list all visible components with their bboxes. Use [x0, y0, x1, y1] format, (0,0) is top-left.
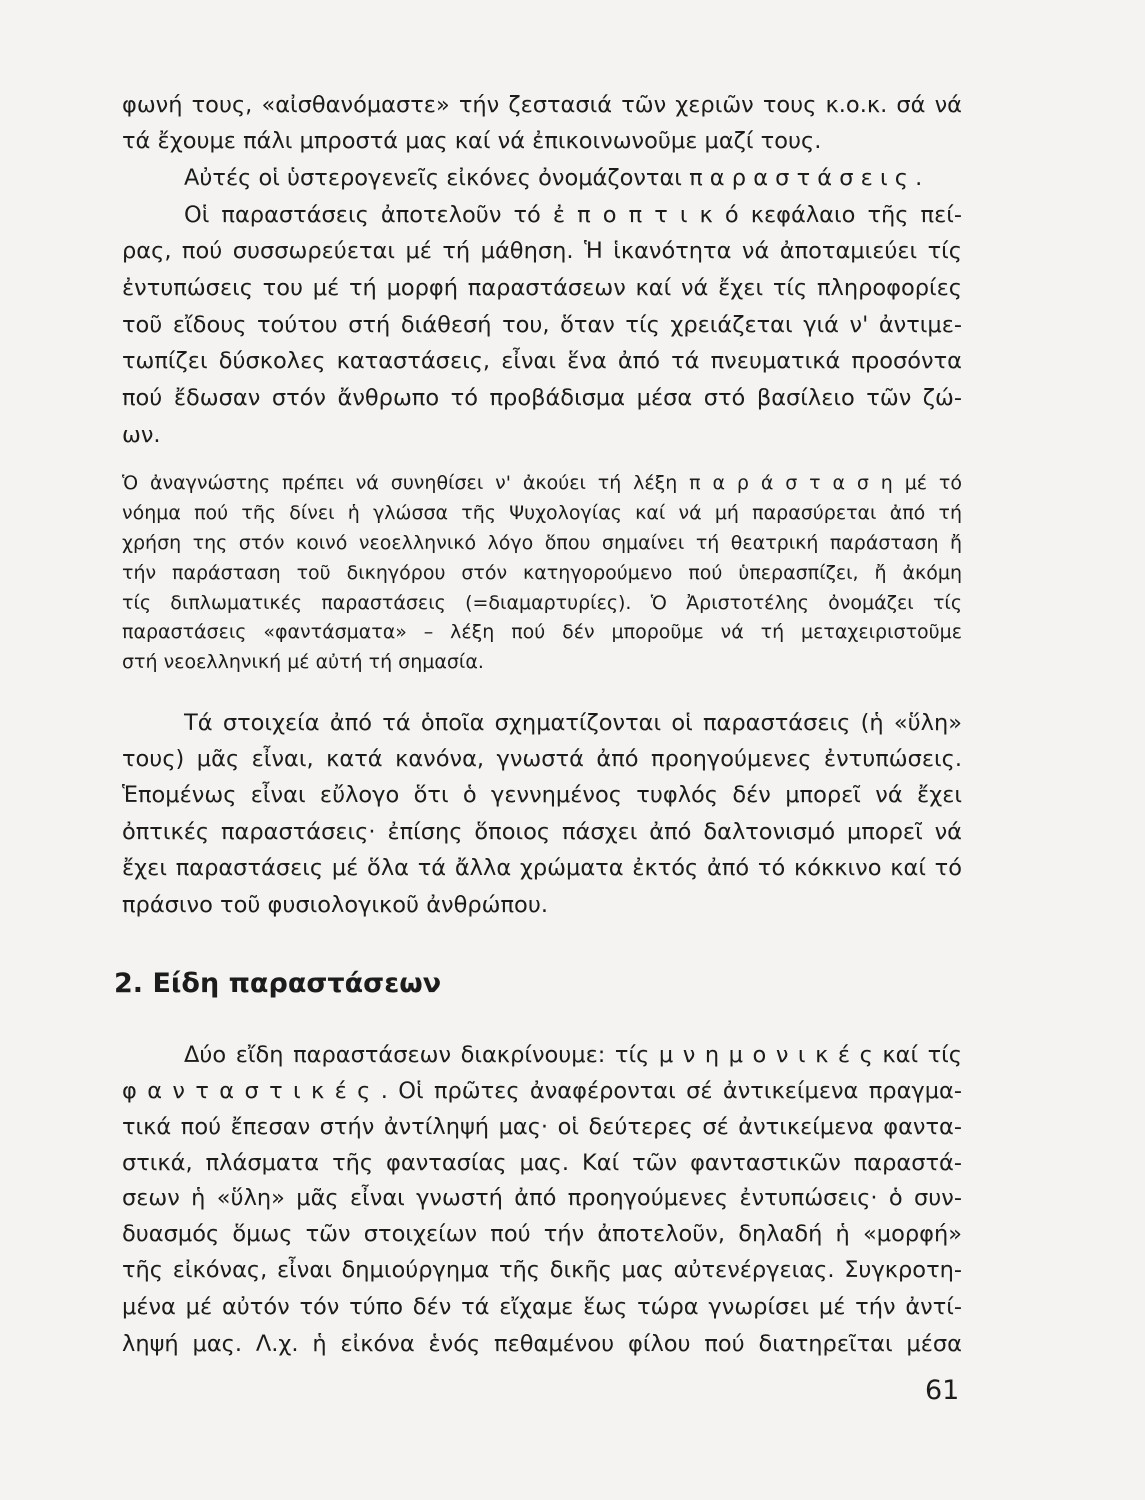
- body-line: τά ἔχουμε πάλι μπροστά μας καί νά ἐπικοινωνοῦμε μαζί τους.: [122, 128, 822, 154]
- body-line: τῆς εἰκόνας, εἶναι δημιούργημα τῆς δικῆς μας αὐτενέργειας. Συγκροτη-: [122, 1257, 962, 1283]
- page-number: 61: [925, 1375, 960, 1406]
- footnote-line: τίς διπλωματικές παραστάσεις (=διαμαρτυρίες). Ὁ Ἀριστοτέλης ὀνομάζει τίς: [122, 592, 962, 614]
- body-line: μένα μέ αὐτόν τόν τύπο δέν τά εἴχαμε ἕως τώρα γνωρίσει μέ τήν ἀντί-: [122, 1294, 962, 1320]
- footnote-line: χρήση της στόν κοινό νεοελληνικό λόγο ὅπου σημαίνει τή θεατρική παράσταση ἤ: [122, 532, 962, 554]
- body-line: ὀπτικές παραστάσεις· ἐπίσης ὅποιος πάσχει ἀπό δαλτονισμό μπορεῖ νά: [122, 819, 962, 845]
- footnote-line: παραστάσεις «φαντάσματα» – λέξη πού δέν μποροῦμε νά τή μεταχειριστοῦμε: [122, 621, 962, 643]
- body-line: τους) μᾶς εἶναι, κατά κανόνα, γνωστά ἀπό προηγούμενες ἐντυπώσεις.: [122, 746, 962, 772]
- body-line: φωνή τους, «αἰσθανόμαστε» τήν ζεστασιά τῶν χεριῶν τους κ.ο.κ. σά νά: [122, 92, 962, 118]
- body-line: δυασμός ὅμως τῶν στοιχείων πού τήν ἀποτελοῦν, δηλαδή ἡ «μορφή»: [122, 1221, 962, 1247]
- footnote-line: τήν παράσταση τοῦ δικηγόρου στόν κατηγορούμενο πού ὑπερασπίζει, ἤ ἀκόμη: [122, 562, 962, 584]
- footnote-line: Ὁ ἀναγνώστης πρέπει νά συνηθίσει ν' ἀκούει τή λέξη π α ρ ά σ τ α σ η μέ τό: [122, 472, 962, 494]
- body-line: ἔχει παραστάσεις μέ ὅλα τά ἄλλα χρώματα ἐκτός ἀπό τό κόκκινο καί τό: [122, 855, 962, 881]
- body-line: πού ἔδωσαν στόν ἄνθρωπο τό προβάδισμα μέσα στό βασίλειο τῶν ζώ-: [122, 385, 962, 411]
- section-heading: 2. Είδη παραστάσεων: [114, 968, 442, 999]
- body-line: φ α ν τ α σ τ ι κ έ ς . Οἱ πρῶτες ἀναφέρονται σέ ἀντικείμενα πραγμα-: [122, 1078, 962, 1104]
- body-line: πράσινο τοῦ φυσιολογικοῦ ἀνθρώπου.: [122, 892, 548, 918]
- body-line: ων.: [122, 422, 161, 448]
- body-line: στικά, πλάσματα τῆς φαντασίας μας. Καί τῶν φανταστικῶν παραστά-: [122, 1150, 962, 1176]
- body-line: Ἑπομένως εἶναι εὔλογο ὅτι ὁ γεννημένος τυφλός δέν μπορεῖ νά ἔχει: [122, 782, 962, 808]
- body-line: ἐντυπώσεις του μέ τή μορφή παραστάσεων καί νά ἔχει τίς πληροφορίες: [122, 275, 962, 301]
- body-line: ληψή μας. Λ.χ. ἡ εἰκόνα ἑνός πεθαμένου φίλου πού διατηρεῖται μέσα: [122, 1331, 962, 1357]
- body-line: Τά στοιχεία ἀπό τά ὁποῖα σχηματίζονται οἱ παραστάσεις (ἡ «ὕλη»: [184, 710, 962, 736]
- body-line: τωπίζει δύσκολες καταστάσεις, εἶναι ἕνα ἀπό τά πνευματικά προσόντα: [122, 348, 962, 374]
- body-line: Δύο εἴδη παραστάσεων διακρίνουμε: τίς μ ν η μ ο ν ι κ έ ς καί τίς: [184, 1042, 962, 1068]
- footnote-line: στή νεοελληνική μέ αὐτή τή σημασία.: [122, 651, 484, 673]
- body-line: τικά πού ἔπεσαν στήν ἀντίληψή μας· οἱ δεύτερες σέ ἀντικείμενα φαντα-: [122, 1114, 962, 1140]
- body-line: ρας, πού συσσωρεύεται μέ τή μάθηση. Ἡ ἱκανότητα νά ἀποταμιεύει τίς: [122, 238, 962, 264]
- body-line: σεων ἡ «ὕλη» μᾶς εἶναι γνωστή ἀπό προηγούμενες ἐντυπώσεις· ὁ συν-: [122, 1185, 962, 1211]
- body-line: τοῦ εἴδους τούτου στή διάθεσή του, ὅταν τίς χρειάζεται γιά ν' ἀντιμε-: [122, 312, 962, 338]
- body-line: Οἱ παραστάσεις ἀποτελοῦν τό ἐ π ο π τ ι κ ό κεφάλαιο τῆς πεί-: [184, 202, 962, 228]
- body-line: Αὐτές οἱ ὑστερογενεῖς εἰκόνες ὀνομάζονται π α ρ α σ τ ά σ ε ι ς .: [184, 165, 923, 191]
- footnote-line: νόημα πού τῆς δίνει ἡ γλώσσα τῆς Ψυχολογίας καί νά μή παρασύρεται ἀπό τή: [122, 502, 962, 524]
